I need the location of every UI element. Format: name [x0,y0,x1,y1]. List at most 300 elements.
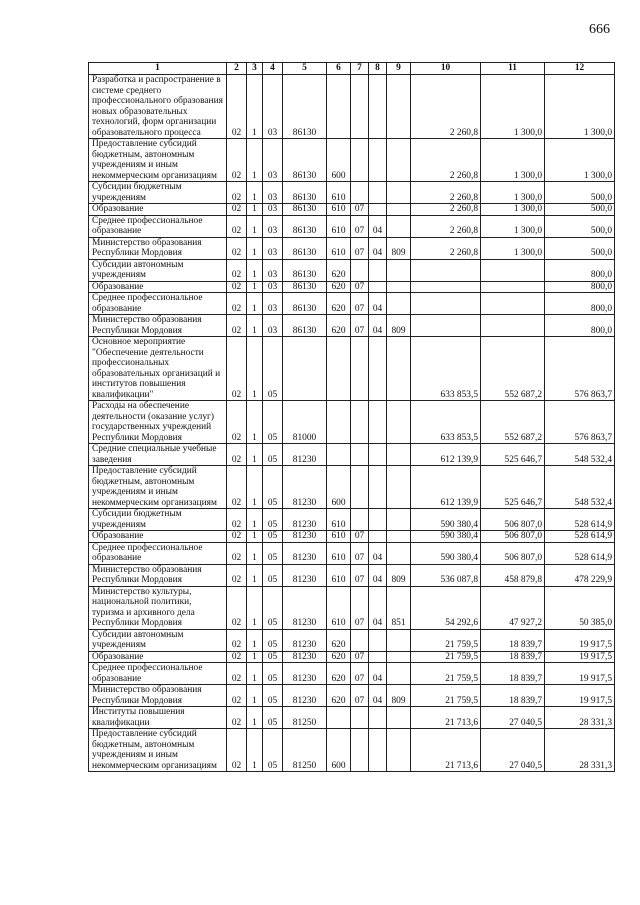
amount-cell: 548 532,4 [545,444,615,466]
amount-cell: 506 807,0 [481,509,545,531]
code-cell: 04 [369,315,387,337]
code-cell: 620 [327,315,351,337]
table-row [89,509,615,531]
code-cell [369,629,387,651]
code-cell [387,663,411,685]
amount-cell: 800,0 [545,259,615,281]
amount-cell: 28 331,3 [545,707,615,729]
code-cell [351,707,369,729]
code-cell: 04 [369,564,387,586]
row-description: Среднее профессиональное образование [89,542,227,564]
table-body [89,75,615,772]
amount-cell: 18 839,7 [481,685,545,707]
table-row [89,531,615,543]
code-cell [387,337,411,401]
code-cell [387,281,411,293]
code-cell: 04 [369,215,387,237]
code-cell: 81230 [283,444,327,466]
code-cell: 04 [369,685,387,707]
amount-cell: 612 139,9 [411,444,481,466]
row-description: Министерство образования Республики Мордовия [89,685,227,707]
code-cell [327,707,351,729]
code-cell [283,337,327,401]
column-header-12: 12 [545,63,615,75]
code-cell: 610 [327,509,351,531]
code-cell: 07 [351,293,369,315]
code-cell [369,531,387,543]
code-cell [369,182,387,204]
column-header-8: 8 [369,63,387,75]
amount-cell: 2 260,8 [411,215,481,237]
code-cell: 86130 [283,204,327,216]
code-cell: 1 [247,531,263,543]
amount-cell: 576 863,7 [545,401,615,444]
amount-cell: 528 614,9 [545,542,615,564]
amount-cell: 21 759,5 [411,663,481,685]
code-cell: 600 [327,729,351,772]
table-row [89,315,615,337]
amount-cell: 548 532,4 [545,466,615,509]
code-cell [369,401,387,444]
table-row [89,564,615,586]
code-cell [369,444,387,466]
code-cell: 03 [263,139,283,182]
amount-cell: 590 380,4 [411,531,481,543]
code-cell: 1 [247,542,263,564]
code-cell [387,466,411,509]
amount-cell: 525 646,7 [481,466,545,509]
code-cell: 86130 [283,259,327,281]
code-cell: 86130 [283,139,327,182]
amount-cell: 800,0 [545,281,615,293]
code-cell: 620 [327,685,351,707]
code-cell: 809 [387,685,411,707]
code-cell: 1 [247,663,263,685]
row-description: Министерство культуры, национальной политики, туризма и архивного дела Республики Мордовия [89,586,227,629]
code-cell: 86130 [283,237,327,259]
amount-cell: 19 917,5 [545,663,615,685]
code-cell: 02 [227,444,247,466]
code-cell: 03 [263,204,283,216]
amount-cell: 1 300,0 [545,75,615,139]
amount-cell: 552 687,2 [481,401,545,444]
amount-cell [411,281,481,293]
code-cell: 02 [227,729,247,772]
amount-cell: 21 713,6 [411,729,481,772]
amount-cell: 18 839,7 [481,629,545,651]
code-cell [369,204,387,216]
code-cell: 610 [327,564,351,586]
code-cell: 07 [351,685,369,707]
code-cell: 02 [227,707,247,729]
code-cell: 07 [351,531,369,543]
code-cell: 610 [327,237,351,259]
code-cell: 04 [369,237,387,259]
code-cell: 05 [263,729,283,772]
code-cell: 1 [247,293,263,315]
code-cell: 02 [227,75,247,139]
amount-cell: 27 040,5 [481,707,545,729]
amount-cell: 500,0 [545,204,615,216]
column-header-11: 11 [481,63,545,75]
code-cell: 809 [387,564,411,586]
row-description: Министерство образования Республики Мордовия [89,315,227,337]
code-cell [387,401,411,444]
code-cell [387,707,411,729]
code-cell: 81250 [283,707,327,729]
code-cell: 809 [387,237,411,259]
code-cell: 1 [247,401,263,444]
code-cell [387,509,411,531]
code-cell: 04 [369,586,387,629]
amount-cell: 525 646,7 [481,444,545,466]
code-cell: 1 [247,564,263,586]
column-header-6: 6 [327,63,351,75]
code-cell [387,259,411,281]
code-cell: 07 [351,663,369,685]
code-cell: 81230 [283,509,327,531]
code-cell: 02 [227,182,247,204]
row-description: Образование [89,281,227,293]
code-cell [327,75,351,139]
code-cell: 05 [263,444,283,466]
code-cell: 610 [327,215,351,237]
code-cell: 1 [247,204,263,216]
code-cell: 02 [227,315,247,337]
code-cell: 81230 [283,685,327,707]
code-cell: 620 [327,651,351,663]
code-cell [351,182,369,204]
column-header-5: 5 [283,63,327,75]
table-row [89,75,615,139]
code-cell: 05 [263,651,283,663]
code-cell: 02 [227,204,247,216]
code-cell: 1 [247,139,263,182]
row-description: Среднее профессиональное образование [89,663,227,685]
amount-cell: 1 300,0 [481,215,545,237]
code-cell: 03 [263,315,283,337]
table-row [89,707,615,729]
code-cell [369,259,387,281]
column-header-4: 4 [263,63,283,75]
code-cell: 02 [227,663,247,685]
code-cell: 02 [227,542,247,564]
code-cell: 03 [263,293,283,315]
amount-cell: 1 300,0 [545,139,615,182]
row-description: Субсидии бюджетным учреждениям [89,182,227,204]
code-cell: 07 [351,237,369,259]
code-cell: 02 [227,509,247,531]
table-row [89,204,615,216]
code-cell: 81230 [283,629,327,651]
code-cell [351,139,369,182]
amount-cell: 19 917,5 [545,685,615,707]
table-row [89,139,615,182]
row-description: Субсидии бюджетным учреждениям [89,509,227,531]
code-cell: 07 [351,542,369,564]
code-cell: 620 [327,663,351,685]
code-cell [387,542,411,564]
amount-cell: 21 759,5 [411,629,481,651]
code-cell: 86130 [283,215,327,237]
amount-cell: 612 139,9 [411,466,481,509]
table-row [89,629,615,651]
code-cell: 05 [263,707,283,729]
code-cell [387,75,411,139]
code-cell: 1 [247,586,263,629]
code-cell: 1 [247,685,263,707]
code-cell: 07 [351,204,369,216]
code-cell: 610 [327,531,351,543]
amount-cell: 800,0 [545,293,615,315]
code-cell: 02 [227,651,247,663]
code-cell: 02 [227,466,247,509]
page-number: 666 [589,22,610,37]
code-cell [351,337,369,401]
code-cell: 809 [387,315,411,337]
code-cell [351,259,369,281]
code-cell: 1 [247,729,263,772]
amount-cell: 1 300,0 [481,182,545,204]
code-cell: 81230 [283,531,327,543]
table-row [89,337,615,401]
code-cell: 03 [263,75,283,139]
table-row [89,281,615,293]
amount-cell [411,259,481,281]
row-description: Министерство образования Республики Мордовия [89,564,227,586]
amount-cell: 2 260,8 [411,204,481,216]
code-cell: 02 [227,564,247,586]
code-cell: 86130 [283,281,327,293]
code-cell: 1 [247,707,263,729]
code-cell: 1 [247,215,263,237]
amount-cell: 576 863,7 [545,337,615,401]
column-header-1: 1 [89,63,227,75]
amount-cell [411,315,481,337]
amount-cell: 552 687,2 [481,337,545,401]
code-cell: 02 [227,531,247,543]
amount-cell: 458 879,8 [481,564,545,586]
code-cell [387,531,411,543]
amount-cell: 21 759,5 [411,651,481,663]
code-cell: 81230 [283,586,327,629]
code-cell: 03 [263,281,283,293]
code-cell [387,444,411,466]
table-row [89,259,615,281]
column-header-9: 9 [387,63,411,75]
amount-cell: 27 040,5 [481,729,545,772]
code-cell [387,182,411,204]
code-cell [351,401,369,444]
code-cell: 05 [263,685,283,707]
row-description: Среднее профессиональное образование [89,215,227,237]
table-row [89,466,615,509]
code-cell [369,75,387,139]
row-description: Образование [89,651,227,663]
code-cell: 05 [263,542,283,564]
code-cell: 05 [263,629,283,651]
amount-cell: 19 917,5 [545,629,615,651]
table-row [89,729,615,772]
amount-cell: 506 807,0 [481,531,545,543]
row-description: Институты повышения квалификации [89,707,227,729]
code-cell: 05 [263,586,283,629]
code-cell [369,651,387,663]
code-cell: 1 [247,182,263,204]
table-row [89,685,615,707]
code-cell: 05 [263,401,283,444]
code-cell [351,509,369,531]
code-cell: 851 [387,586,411,629]
code-cell [369,337,387,401]
amount-cell: 590 380,4 [411,542,481,564]
code-cell: 02 [227,629,247,651]
amount-cell: 500,0 [545,237,615,259]
code-cell: 02 [227,685,247,707]
amount-cell: 21 759,5 [411,685,481,707]
table-row [89,237,615,259]
code-cell [387,215,411,237]
code-cell [369,509,387,531]
code-cell: 1 [247,509,263,531]
budget-table [88,62,615,772]
code-cell: 1 [247,259,263,281]
amount-cell: 1 300,0 [481,75,545,139]
column-header-10: 10 [411,63,481,75]
code-cell: 1 [247,237,263,259]
table-row [89,651,615,663]
code-cell: 02 [227,337,247,401]
code-cell: 620 [327,281,351,293]
code-cell [369,707,387,729]
amount-cell: 528 614,9 [545,509,615,531]
code-cell: 81230 [283,651,327,663]
code-cell: 620 [327,293,351,315]
amount-cell: 1 300,0 [481,139,545,182]
row-description: Основное мероприятие "Обеспечение деятельности профессиональных образовательных организаций и институтов повышения квалификации" [89,337,227,401]
column-header-3: 3 [247,63,263,75]
code-cell [369,139,387,182]
code-cell: 07 [351,564,369,586]
code-cell [351,729,369,772]
amount-cell: 536 087,8 [411,564,481,586]
amount-cell: 47 927,2 [481,586,545,629]
code-cell [387,204,411,216]
table-row [89,444,615,466]
amount-cell: 2 260,8 [411,75,481,139]
code-cell: 02 [227,281,247,293]
amount-cell: 1 300,0 [481,237,545,259]
amount-cell [481,281,545,293]
code-cell: 86130 [283,293,327,315]
amount-cell [481,259,545,281]
amount-cell: 478 229,9 [545,564,615,586]
table-row [89,293,615,315]
code-cell: 05 [263,663,283,685]
code-cell: 05 [263,466,283,509]
table-row [89,542,615,564]
row-description: Субсидии автономным учреждениям [89,629,227,651]
amount-cell: 18 839,7 [481,663,545,685]
code-cell: 04 [369,663,387,685]
code-cell: 86130 [283,75,327,139]
code-cell: 02 [227,293,247,315]
code-cell: 02 [227,401,247,444]
code-cell [351,444,369,466]
code-cell [369,729,387,772]
table-row [89,182,615,204]
code-cell: 1 [247,337,263,401]
code-cell: 05 [263,337,283,401]
code-cell: 81230 [283,542,327,564]
code-cell: 05 [263,531,283,543]
code-cell: 610 [327,586,351,629]
row-description: Образование [89,531,227,543]
code-cell: 620 [327,629,351,651]
code-cell [387,729,411,772]
column-header-2: 2 [227,63,247,75]
amount-cell: 28 331,3 [545,729,615,772]
code-cell: 86130 [283,315,327,337]
amount-cell: 500,0 [545,182,615,204]
code-cell: 81000 [283,401,327,444]
amount-cell: 19 917,5 [545,651,615,663]
code-cell: 600 [327,139,351,182]
amount-cell: 506 807,0 [481,542,545,564]
row-description: Средние специальные учебные заведения [89,444,227,466]
table-row [89,401,615,444]
code-cell: 03 [263,182,283,204]
code-cell: 05 [263,509,283,531]
code-cell: 05 [263,564,283,586]
row-description: Министерство образования Республики Мордовия [89,237,227,259]
table-row [89,215,615,237]
code-cell [387,651,411,663]
code-cell [327,337,351,401]
amount-cell: 54 292,6 [411,586,481,629]
code-cell [369,466,387,509]
code-cell: 81230 [283,466,327,509]
amount-cell [481,315,545,337]
code-cell: 04 [369,293,387,315]
code-cell: 1 [247,466,263,509]
code-cell: 1 [247,629,263,651]
code-cell: 03 [263,237,283,259]
code-cell: 1 [247,75,263,139]
code-cell: 02 [227,586,247,629]
code-cell: 02 [227,215,247,237]
code-cell [351,629,369,651]
code-cell: 81230 [283,663,327,685]
row-description: Предоставление субсидий бюджетным, автономным учреждениям и иным некоммерческим организациям [89,139,227,182]
code-cell: 1 [247,651,263,663]
code-cell: 620 [327,259,351,281]
column-header-7: 7 [351,63,369,75]
code-cell: 02 [227,139,247,182]
amount-cell: 2 260,8 [411,139,481,182]
amount-cell: 528 614,9 [545,531,615,543]
code-cell: 610 [327,542,351,564]
amount-cell: 633 853,5 [411,337,481,401]
code-cell: 81230 [283,564,327,586]
code-cell: 1 [247,315,263,337]
amount-cell: 21 713,6 [411,707,481,729]
amount-cell: 633 853,5 [411,401,481,444]
code-cell: 600 [327,466,351,509]
code-cell: 03 [263,259,283,281]
amount-cell [481,293,545,315]
code-cell: 1 [247,444,263,466]
